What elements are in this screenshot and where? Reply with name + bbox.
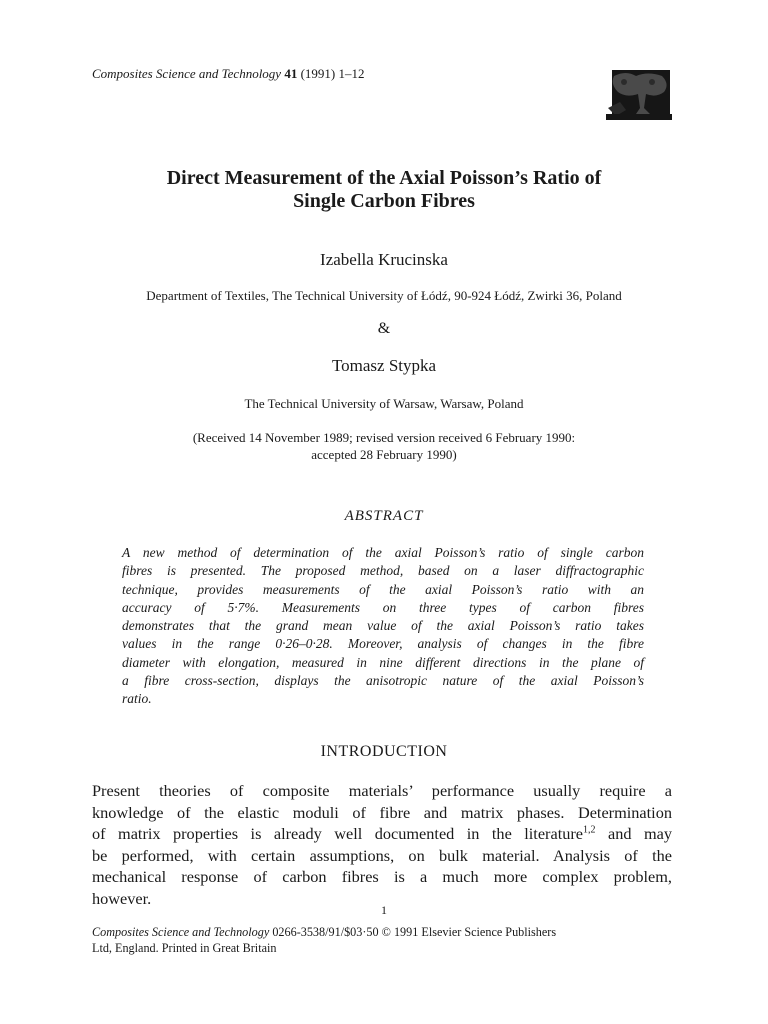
intro-line-3-text-end: and may: [595, 824, 672, 843]
abstract-heading: ABSTRACT: [344, 508, 424, 524]
citation-superscript: 1,2: [583, 824, 596, 836]
footer-line-2: Ltd, England. Printed in Great Britain: [92, 940, 277, 955]
page-number: 1: [381, 903, 387, 917]
abstract-line: accuracy of 5·7%. Measurements on three types of carbon fibres: [122, 599, 644, 615]
footer-journal-name: Composites Science and Technology: [92, 925, 270, 939]
publisher-logo-icon: [606, 68, 672, 122]
journal-citation: [92, 66, 365, 82]
footer-copyright: [92, 925, 682, 956]
elsevier-tree-logo: [606, 68, 672, 122]
abstract-body: [122, 544, 644, 709]
author-affiliation-1: Department of Textiles, The Technical University of Łódź, 90-924 Łódź, Zwirki 36, Poland: [146, 288, 622, 303]
introduction-heading: INTRODUCTION: [320, 743, 448, 760]
abstract-line: values in the range 0·26–0·28. Moreover, analysis of changes in the fibre: [122, 636, 644, 652]
journal-name: Composites Science and Technology: [92, 66, 282, 81]
footer-line-1: [92, 925, 682, 941]
author-separator: &: [377, 320, 391, 337]
intro-line-5: mechanical response of carbon fibres is a much more complex problem,: [92, 867, 672, 886]
intro-line-6: however.: [92, 888, 152, 908]
received-line-1: (Received 14 November 1989; revised version received 6 February 1990:: [192, 430, 576, 445]
abstract-line: demonstrates that the grand mean value of the axial Poisson’s ratio takes: [122, 618, 644, 634]
received-dates: [0, 429, 768, 463]
abstract-line: fibres is presented. The proposed method, based on a laser diffractographic: [122, 563, 644, 579]
intro-line-1: Present theories of composite materials’ performance usually require a: [92, 781, 672, 800]
intro-line-2: knowledge of the elastic moduli of fibre and matrix phases. Determination: [92, 802, 672, 822]
abstract-line: technique, provides measurements of the axial Poisson’s ratio with an: [122, 581, 644, 597]
journal-year-pages: (1991) 1–12: [300, 66, 365, 81]
title-line-2: Single Carbon Fibres: [293, 190, 475, 212]
abstract-line: ratio.: [122, 691, 152, 707]
paper-title: [60, 167, 708, 213]
footer-issn-copyright: 0266-3538/91/$03·50 © 1991 Elsevier Science Publishers: [269, 925, 557, 939]
title-line-1: Direct Measurement of the Axial Poisson’s Ratio of: [166, 167, 602, 189]
intro-line-3-text: of matrix properties is already well documented in the literature: [92, 824, 584, 843]
received-line-2: accepted 28 February 1990): [311, 447, 457, 462]
intro-line-3: [92, 823, 672, 845]
author-name-2: Tomasz Stypka: [331, 356, 437, 375]
abstract-line: a fibre cross-section, displays the anisotropic nature of the axial Poisson’s: [122, 673, 644, 689]
intro-line-4: be performed, with certain assumptions, on bulk material. Analysis of the: [92, 845, 672, 865]
author-affiliation-2: The Technical University of Warsaw, Warsaw, Poland: [244, 396, 524, 411]
abstract-line: A new method of determination of the axial Poisson’s ratio of single carbon: [122, 545, 644, 560]
introduction-body: [92, 780, 672, 909]
author-name-1: Izabella Krucinska: [320, 250, 448, 269]
abstract-line: diameter with elongation, measured in nine different directions in the plane of: [122, 654, 644, 670]
journal-volume: 41: [284, 66, 298, 81]
